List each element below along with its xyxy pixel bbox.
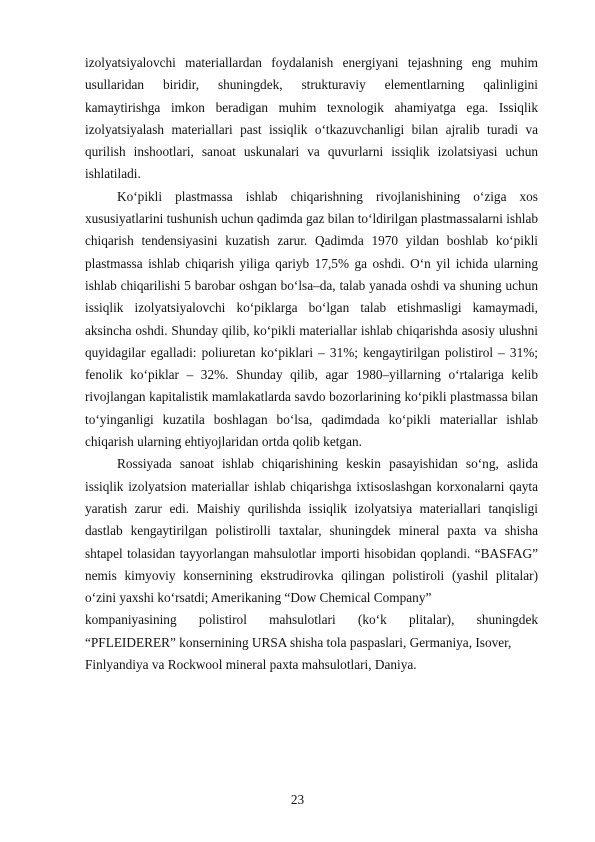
document-page <box>85 52 538 676</box>
paragraph-2: Ko‘pikli plastmassa ishlab chiqarishning rivojlanishining o‘ziga xos xususiyatlarini tushunish uchun qadimda gaz bilan to‘ldirilgan plastmassalarni ishlab chiqarish tendensiyasini kuzatish zarur. Qadimda 1970 yildan boshlab ko‘pikli plastmassa ishlab chiqarish yiliga qariyb 17,5% ga oshdi. O‘n yil ichida ularning ishlab chiqarilishi 5 barobar oshgan bo‘lsa–da, talab yanada oshdi va shuning uchun issiqlik izolyatsiyalovchi ko‘piklarga bo‘lgan talab etishmasligi kamaymadi, aksincha oshdi. Shunday qilib, ko‘pikli materiallar ishlab chiqarishda asosiy ulushni quyidagilar egalladi: poliuretan ko‘piklari – 31%; kengaytirilgan polistirol – 31%; fenolik ko‘piklar – 32%. Shunday qilib, agar 1980–yillarning o‘rtalariga kelib rivojlangan kapitalistik mamlakatlarda savdo bozorlarining ko‘pikli plastmassa bilan to‘yinganligi kuzatila boshlagan bo‘lsa, qadimdada ko‘pikli materiallar ishlab chiqarish ularning ehtiyojlaridan ortda qolib ketgan. <box>85 188 538 450</box>
paragraph-4-line-1: kompaniyasining polistirol mahsulotlari (ko‘k plitalar), shuningdek <box>85 612 538 628</box>
page-number: 23 <box>290 792 305 807</box>
paragraph-4-line-2: “PFLEIDERER” konsernining URSA shisha tola paspaslari, Germaniya, Isover, <box>85 634 512 650</box>
paragraph-3: Rossiyada sanoat ishlab chiqarishining keskin pasayishidan so‘ng, aslida issiqlik izolyatsion materiallar ishlab chiqarishga ixtisoslashgan korxonalarni qayta yaratish zarur edi. Maishiy qurilishda issiqlik izolyatsiya materiallari tanqisligi dastlab kengaytirilgan polistirolli taxtalar, shuningdek mineral paxta va shisha shtapel tolasidan tayyorlangan mahsulotlar importi hisobidan qoplandi. “BASFAG” nemis kimyoviy konsernining ekstrudirovka qilingan polistiroli (yashil plitalar) o‘zini yaxshi ko‘rsatdi; Amerikaning “Dow Chemical Company” <box>85 456 538 606</box>
paragraph-1: izolyatsiyalovchi materiallardan foydalanish energiyani tejashning eng muhim usullaridan biridir, shuningdek, strukturaviy elementlarning qalinligini kamaytirishga imkon beradigan muhim texnologik ahamiyatga ega. Issiqlik izolyatsiyalash materiallari past issiqlik o‘tkazuvchanligi bilan ajralib turadi va qurilish inshootlari, sanoat uskunalari va quvurlarni issiqlik izolatsiyasi uchun ishlatiladi. <box>85 55 538 182</box>
paragraph-4-line-3: Finlyandiya va Rockwool mineral paxta mahsulotlari, Daniya. <box>85 657 417 673</box>
